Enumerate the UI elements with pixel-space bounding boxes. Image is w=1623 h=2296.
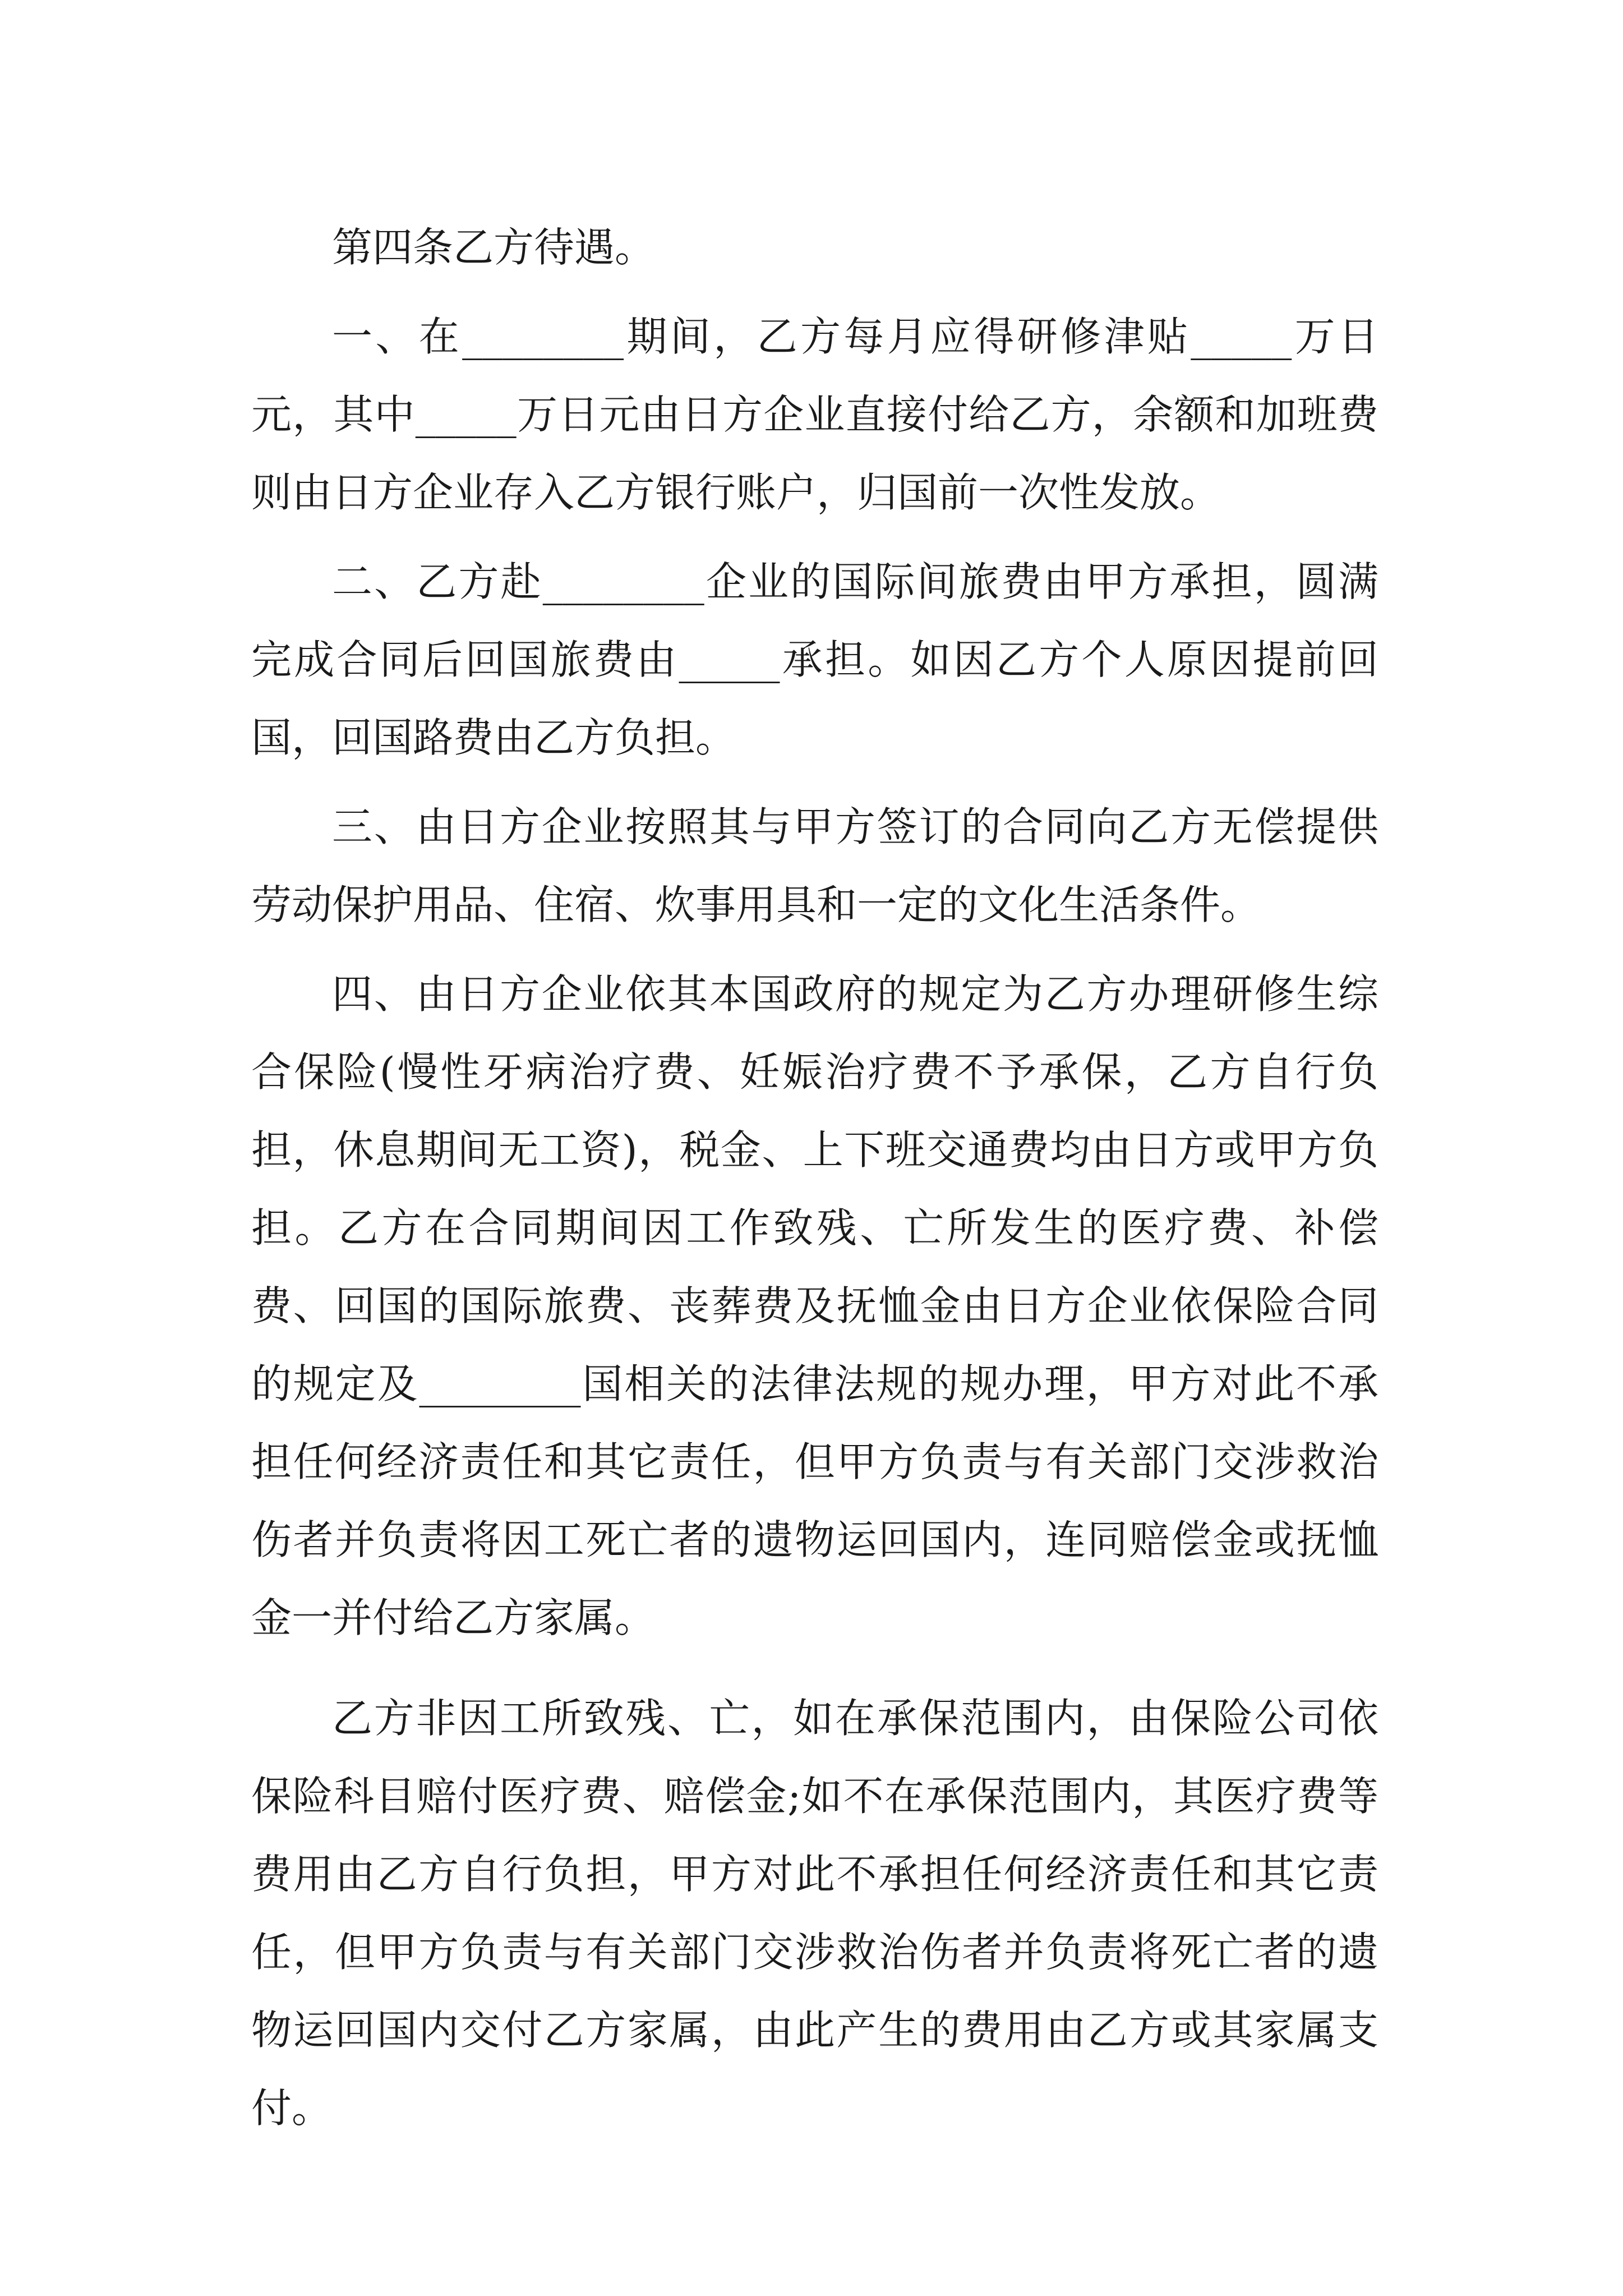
clause-1-paragraph: 一、在________期间，乙方每月应得研修津贴_____万日元，其中_____万日元由日方企业直接付给乙方，余额和加班费则由日方企业存入乙方银行账户，归国前一次性发放。 [251,313,1378,516]
clause-2-paragraph: 二、乙方赴________企业的国际间旅费由甲方承担，圆满完成合同后回国旅费由_____承担。如因乙方个人原因提前回国，回国路费由乙方负担。 [251,558,1378,761]
non-work-injury-paragraph: 乙方非因工所致残、亡，如在承保范围内，由保险公司依保险科目赔付医疗费、赔偿金;如不在承保范围内，其医疗费等费用由乙方自行负担，甲方对此不承担任何经济责任和其它责任，但甲方负责与有关部门交涉救治伤者并负责将死亡者的遗物运回国内交付乙方家属，由此产生的费用由乙方或其家属支付。 [251,1695,1378,2132]
clause-4-paragraph: 四、由日方企业依其本国政府的规定为乙方办理研修生综合保险(慢性牙病治疗费、妊娠治疗费不予承保，乙方自行负担，休息期间无工资)，税金、上下班交通费均由日方或甲方负担。乙方在合同期间因工作致残、亡所发生的医疗费、补偿费、回国的国际旅费、丧葬费及抚恤金由日方企业依保险合同的规定及________国相关的法律法规的规办理，甲方对此不承担任何经济责任和其它责任，但甲方负责与有关部门交涉救治伤者并负责将因工死亡者的遗物运回国内，连同赔偿金或抚恤金一并付给乙方家属。 [251,970,1378,1641]
document-body [251,209,1378,2159]
article-heading: 第四条乙方待遇。 [332,224,656,271]
clause-3-paragraph: 三、由日方企业按照其与甲方签订的合同向乙方无偿提供劳动保护用品、住宿、炊事用具和一定的文化生活条件。 [251,803,1378,928]
